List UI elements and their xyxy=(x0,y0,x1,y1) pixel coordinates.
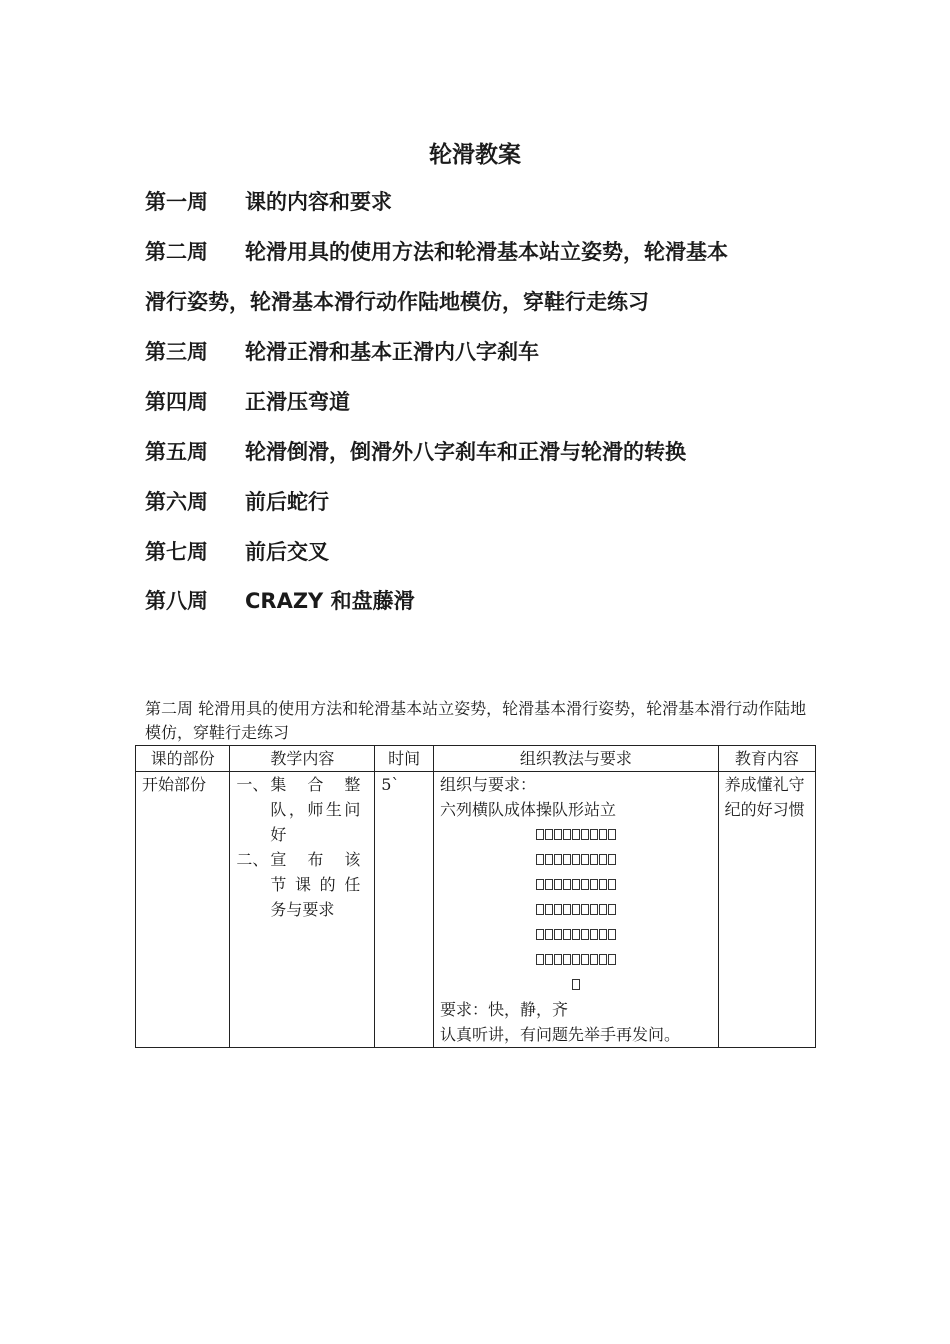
week-label: 第五周 xyxy=(145,440,208,464)
student-marker xyxy=(545,904,553,915)
formation-row xyxy=(440,897,712,922)
table-row xyxy=(136,772,816,1048)
week-label: 第一周 xyxy=(145,190,208,214)
student-marker xyxy=(563,929,571,940)
student-marker xyxy=(536,904,544,915)
week-label: 第六周 xyxy=(145,490,208,514)
student-marker xyxy=(563,954,571,965)
student-marker xyxy=(572,904,580,915)
student-marker xyxy=(599,829,607,840)
header-part: 课的部份 xyxy=(136,746,230,772)
item-line: 宣布该 xyxy=(270,850,361,869)
student-marker xyxy=(599,854,607,865)
week-4 xyxy=(145,386,350,416)
student-marker xyxy=(563,879,571,890)
header-organization: 组织教法与要求 xyxy=(434,746,719,772)
student-marker xyxy=(590,904,598,915)
student-marker xyxy=(581,904,589,915)
student-marker xyxy=(581,854,589,865)
formation-row xyxy=(440,922,712,947)
student-marker xyxy=(572,879,580,890)
student-marker xyxy=(599,904,607,915)
student-marker xyxy=(590,879,598,890)
student-marker xyxy=(590,929,598,940)
week-label: 第七周 xyxy=(145,540,208,564)
content-item-2 xyxy=(236,847,368,922)
week-1 xyxy=(145,186,392,216)
week-label: 第四周 xyxy=(145,390,208,414)
week-content: 正滑压弯道 xyxy=(245,390,350,414)
org-requirement: 要求：快，静，齐 xyxy=(440,1000,569,1019)
student-marker xyxy=(554,904,562,915)
student-marker xyxy=(608,929,616,940)
cell-time: 5` xyxy=(375,772,434,1048)
week-content: 轮滑用具的使用方法和轮滑基本站立姿势，轮滑基本 xyxy=(245,240,728,264)
item-line: 集合整 xyxy=(270,775,361,794)
student-marker xyxy=(563,829,571,840)
week-label: 第二周 xyxy=(145,240,208,264)
formation-diagram xyxy=(440,822,712,997)
student-marker xyxy=(572,854,580,865)
student-marker xyxy=(608,954,616,965)
formation-row xyxy=(440,822,712,847)
document-title: 轮滑教案 xyxy=(429,142,521,168)
student-marker xyxy=(536,954,544,965)
student-marker xyxy=(608,829,616,840)
week-8 xyxy=(145,585,415,615)
student-marker xyxy=(554,879,562,890)
week-content: 课的内容和要求 xyxy=(245,190,392,214)
student-marker xyxy=(536,879,544,890)
student-marker xyxy=(536,829,544,840)
header-time: 时间 xyxy=(375,746,434,772)
week-content: CRAZY 和盘藤滑 xyxy=(245,589,415,613)
header-education: 教育内容 xyxy=(718,746,815,772)
student-marker xyxy=(590,829,598,840)
student-marker xyxy=(563,904,571,915)
cell-part: 开始部份 xyxy=(136,772,230,1048)
item-line: 务与要求 xyxy=(270,900,335,919)
student-marker xyxy=(572,829,580,840)
content-item-1 xyxy=(236,772,368,847)
student-marker xyxy=(536,929,544,940)
student-marker xyxy=(545,854,553,865)
student-marker xyxy=(599,954,607,965)
student-marker xyxy=(545,829,553,840)
student-marker xyxy=(572,929,580,940)
week-3 xyxy=(145,336,539,366)
teacher-row xyxy=(440,972,712,997)
week-6 xyxy=(145,486,329,516)
formation-row xyxy=(440,847,712,872)
week-label: 第三周 xyxy=(145,340,208,364)
item-line: 节课的任 xyxy=(270,875,361,894)
student-marker xyxy=(590,954,598,965)
student-marker xyxy=(581,829,589,840)
student-marker xyxy=(608,854,616,865)
student-marker xyxy=(608,879,616,890)
student-marker xyxy=(545,929,553,940)
lesson-intro: 第二周 轮滑用具的使用方法和轮滑基本站立姿势，轮滑基本滑行姿势，轮滑基本滑行动作陆地模仿，穿鞋行走练习 xyxy=(145,699,807,742)
student-marker xyxy=(554,929,562,940)
lesson-plan-table xyxy=(135,745,816,1048)
cell-organization xyxy=(434,772,719,1048)
item-line: 好 xyxy=(270,825,287,844)
student-marker xyxy=(536,854,544,865)
header-content: 教学内容 xyxy=(230,746,375,772)
student-marker xyxy=(590,854,598,865)
student-marker xyxy=(581,929,589,940)
student-marker xyxy=(545,879,553,890)
student-marker xyxy=(572,954,580,965)
cell-content xyxy=(230,772,375,1048)
item-line: 队，师生问 xyxy=(270,800,361,819)
week-5 xyxy=(145,436,686,466)
week-2-content-continued: 滑行姿势，轮滑基本滑行动作陆地模仿，穿鞋行走练习 xyxy=(145,290,649,314)
teacher-marker xyxy=(572,979,580,990)
student-marker xyxy=(554,854,562,865)
week-content: 轮滑倒滑，倒滑外八字刹车和正滑与轮滑的转换 xyxy=(245,440,686,464)
week-2 xyxy=(145,236,728,266)
student-marker xyxy=(608,904,616,915)
student-marker xyxy=(563,854,571,865)
week-7 xyxy=(145,536,329,566)
formation-row xyxy=(440,872,712,897)
table-header-row xyxy=(136,746,816,772)
org-requirement-2: 认真听讲，有问题先举手再发问。 xyxy=(440,1025,681,1044)
org-title: 组织与要求： xyxy=(440,775,537,794)
week-label: 第八周 xyxy=(145,589,208,613)
item-number: 一、 xyxy=(236,775,269,794)
student-marker xyxy=(545,954,553,965)
week-content: 轮滑正滑和基本正滑内八字刹车 xyxy=(245,340,539,364)
org-formation: 六列横队成体操队形站立 xyxy=(440,800,617,819)
student-marker xyxy=(554,829,562,840)
student-marker xyxy=(581,879,589,890)
formation-row xyxy=(440,947,712,972)
week-content: 前后蛇行 xyxy=(245,490,329,514)
week-content: 前后交叉 xyxy=(245,540,329,564)
student-marker xyxy=(554,954,562,965)
student-marker xyxy=(581,954,589,965)
student-marker xyxy=(599,879,607,890)
cell-education: 养成懂礼守纪的好习惯 xyxy=(718,772,815,1048)
item-number: 二、 xyxy=(236,850,269,869)
student-marker xyxy=(599,929,607,940)
